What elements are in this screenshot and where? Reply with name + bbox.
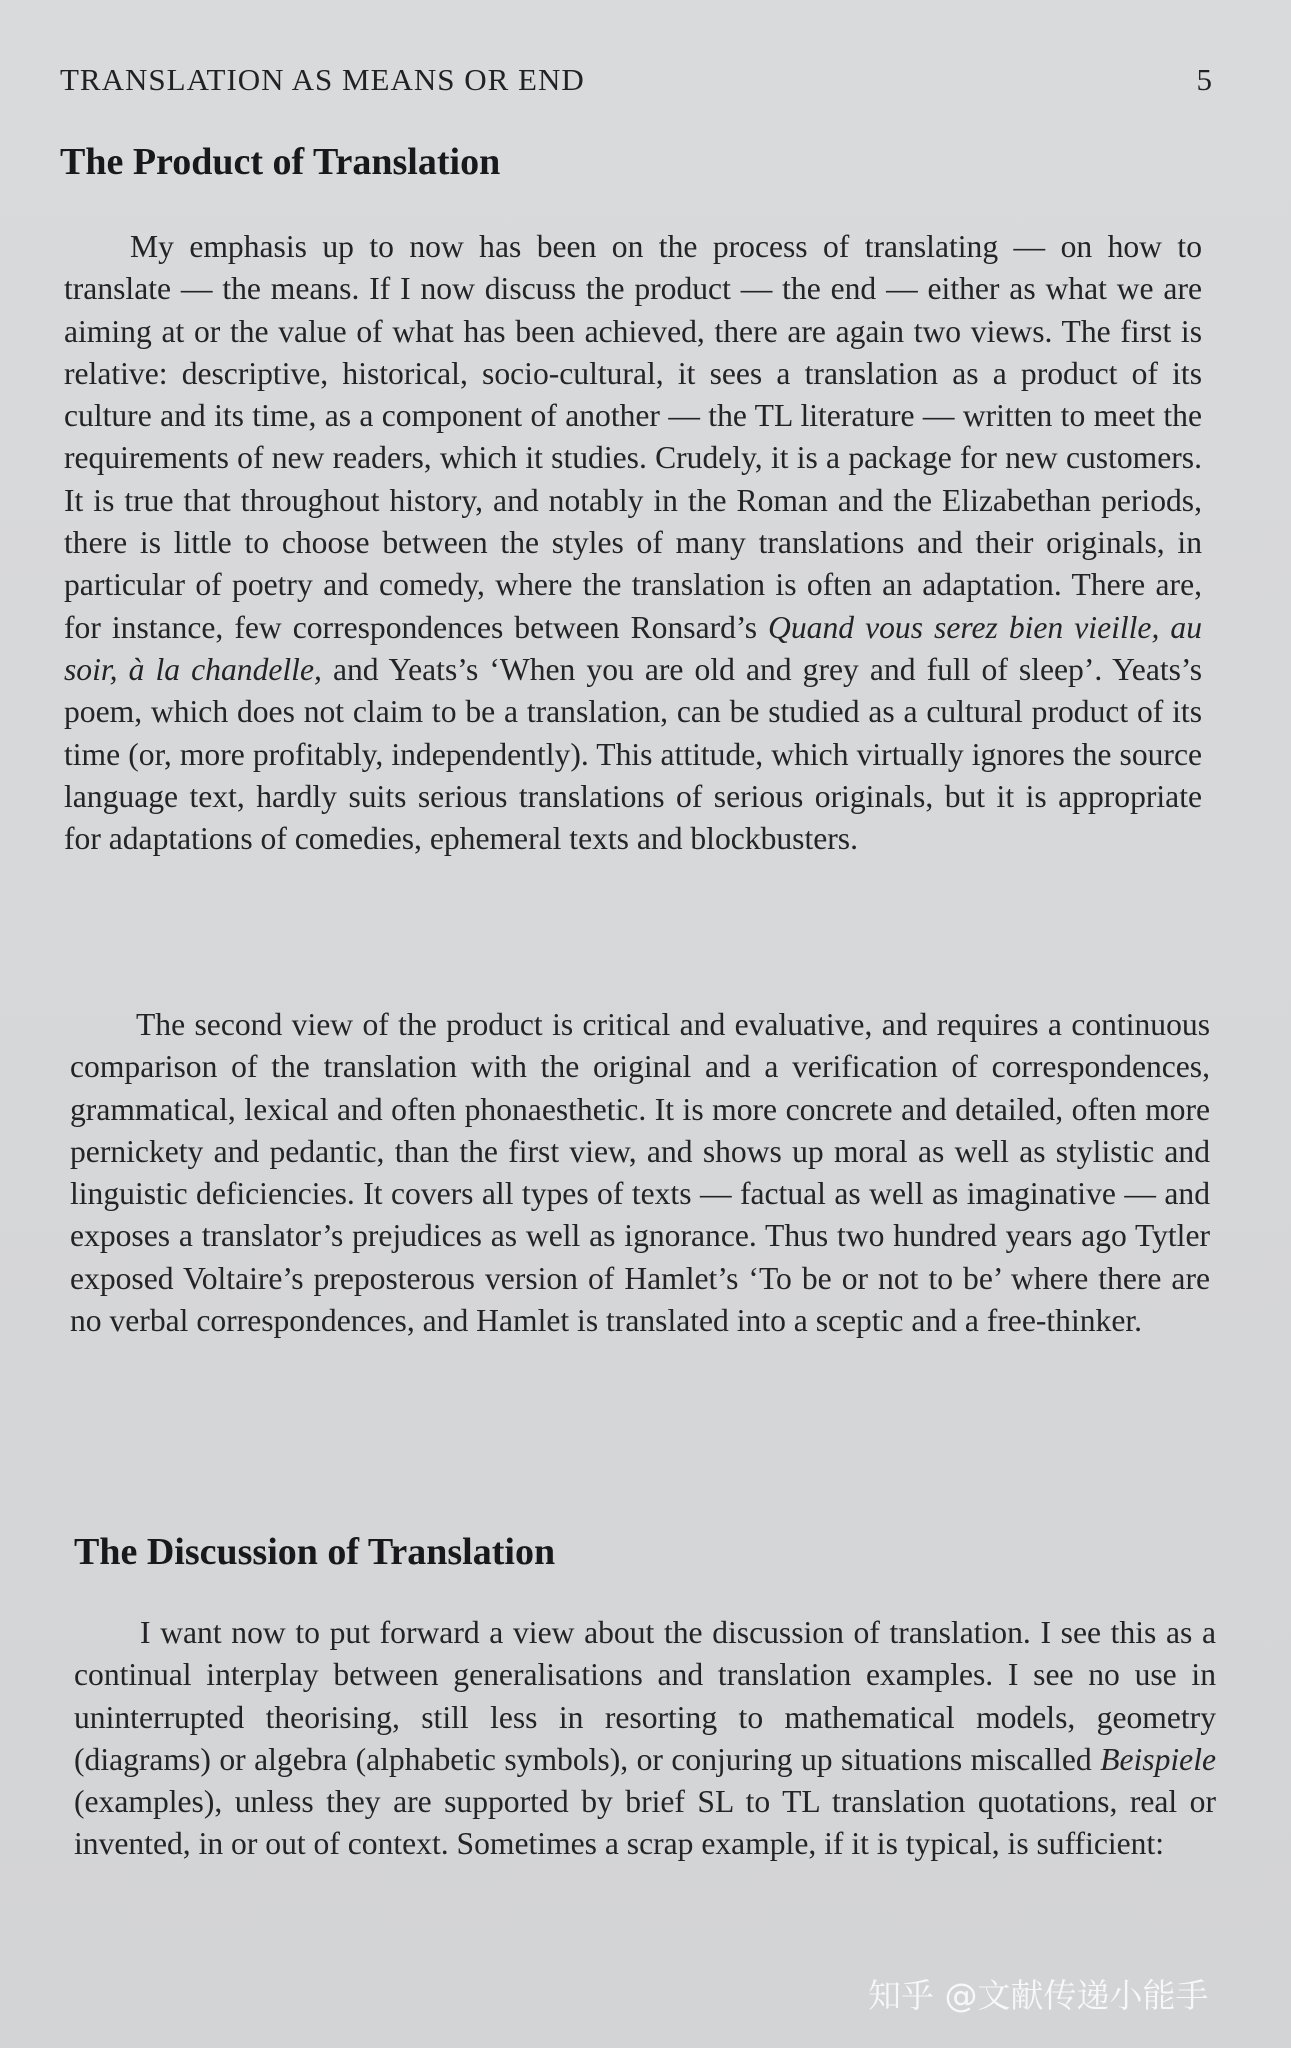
paragraph-text: I want now to put forward a view about the discussion of translation. I see this as a continual interplay between generalisations and translation examples. I see no use in uninterrupted theorising, still less in resorting to mathematical models, geometry (diagrams) or algebra (alphabetic symbols), or conjuring up situations miscalled	[74, 1615, 1216, 1777]
running-title: TRANSLATION AS MEANS OR END	[60, 62, 585, 97]
paragraph-discussion-1	[74, 1612, 1216, 1866]
poem-title-italic: Quand vous serez bien vieille, au soir, à la chandelle,	[64, 609, 1202, 687]
paragraph-text: (examples), unless they are supported by brief SL to TL translation quotations, real or invented, in or out of context. Sometimes a scrap example, if it is typical, is sufficient:	[74, 1784, 1216, 1862]
paragraph-text: and Yeats’s ‘When you are old and grey and full of sleep’. Yeats’s poem, which does not claim to be a translation, can be studied as a cultural product of its time (or, more profitably, independently). This attitude, which virtually ignores the source language text, hardly suits serious translations of serious originals, but it is appropriate for adaptations of comedies, ephemeral texts and blockbusters.	[64, 651, 1202, 857]
watermark: 知乎 @文献传递小能手	[868, 1976, 1209, 2015]
page-number: 5	[1196, 62, 1212, 97]
example-word-italic: Beispiele	[1100, 1741, 1216, 1777]
paragraph-product-2: The second view of the product is critical and evaluative, and requires a continuous comparison of the translation with the original and a verification of correspondences, grammatical, lexical and often phonaesthetic. It is more concrete and detailed, often more pernickety and pedantic, than the first view, and shows up moral as well as stylistic and linguistic deficiencies. It covers all types of texts — factual as well as imaginative — and exposes a translator’s prejudices as well as ignorance. Thus two hundred years ago Tytler exposed Voltaire’s preposterous version of Hamlet’s ‘To be or not to be’ where there are no verbal correspondences, and Hamlet is translated into a sceptic and a free-thinker.	[70, 1007, 1210, 1339]
running-head	[60, 62, 1210, 102]
paragraph-product-1	[64, 226, 1202, 860]
paragraph-text: My emphasis up to now has been on the process of translating — on how to translate — the means. If I now discuss the product — the end — either as what we are aiming at or the value of what has been achieved, there are again two views. The first is relative: descriptive, historical, socio-cultural, it sees a translation as a product of its culture and its time, as a component of another — the TL literature — written to meet the requirements of new readers, which it studies. Crudely, it is a package for new customers. It is true that throughout history, and notably in the Roman and the Elizabethan periods, there is little to choose between the styles of many translations and their originals, in particular of poetry and comedy, where the translation is often an adaptation. There are, for instance, few correspondences between Ronsard’s	[64, 229, 1202, 645]
section-heading-product: The Product of Translation	[60, 141, 501, 183]
section-heading-discussion: The Discussion of Translation	[74, 1531, 556, 1573]
